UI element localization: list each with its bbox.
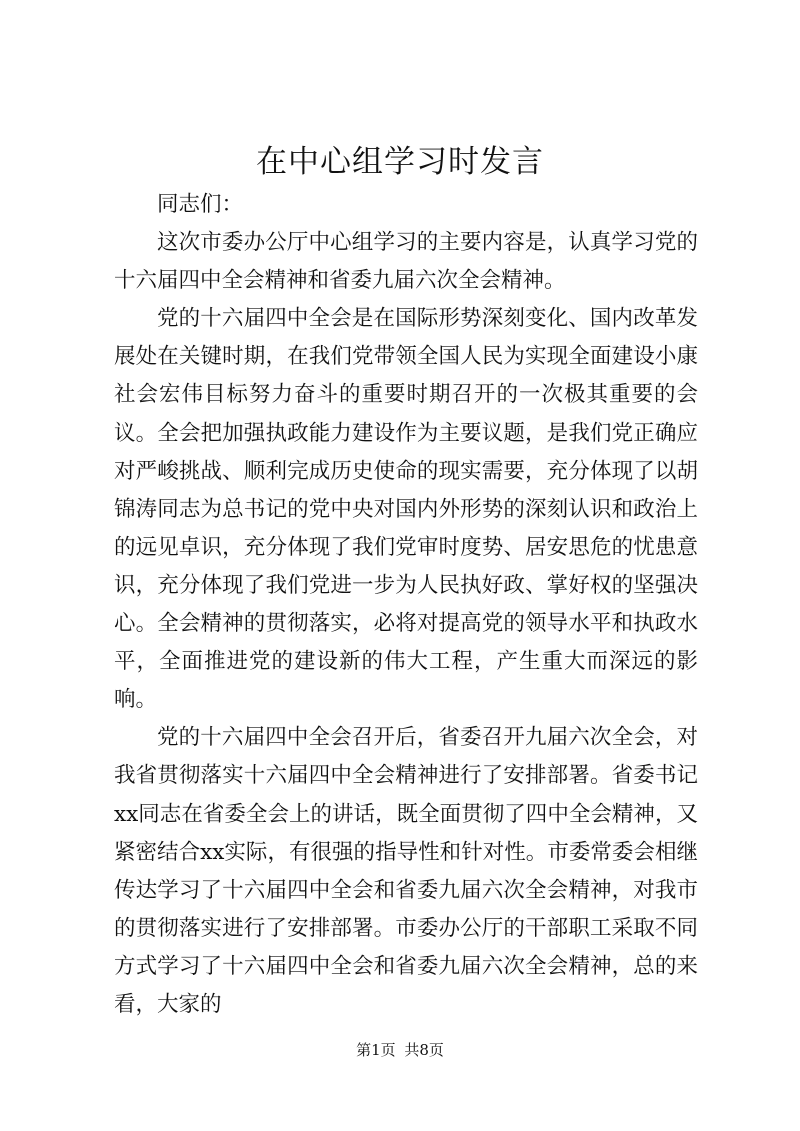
paragraph-2: 党的十六届四中全会是在国际形势深刻变化、国内改革发展处在关键时期，在我们党带领全国人民为实现全面建设小康社会宏伟目标努力奋斗的重要时期召开的一次极其重要的会议。全会把加强执政能力建设作为主要议题，是我们党正确应对严峻挑战、顺利完成历史使命的现实需要，充分体现了以胡锦涛同志为总书记的党中央对国内外形势的深刻认识和政治上的远见卓识，充分体现了我们党审时度势、居安思危的忧患意识，充分体现了我们党进一步为人民执好政、掌好权的坚强决心。全会精神的贯彻落实，必将对提高党的领导水平和执政水平，全面推进党的建设新的伟大工程，产生重大而深远的影响。 <box>114 306 698 713</box>
paragraph-1: 这次市委办公厅中心组学习的主要内容是，认真学习党的十六届四中全会精神和省委九届六次全会精神。 <box>114 230 698 294</box>
paragraph-3: 党的十六届四中全会召开后，省委召开九届六次全会，对我省贯彻落实十六届四中全会精神进行了安排部署。省委书记xx同志在省委全会上的讲话，既全面贯彻了四中全会精神，又紧密结合xx实际，有很强的指导性和针对性。市委常委会相继传达学习了十六届四中全会和省委九届六次全会精神，对我市的贯彻落实进行了安排部署。市委办公厅的干部职工采取不同方式学习了十六届四中全会和省委九届六次全会精神，总的来看，大家的 <box>114 725 698 1017</box>
document-title: 在中心组学习时发言 <box>256 144 544 180</box>
document-body <box>114 186 698 1024</box>
page-number-footer: 第1页 共8页 <box>356 1041 444 1059</box>
salutation: 同志们： <box>157 192 244 217</box>
